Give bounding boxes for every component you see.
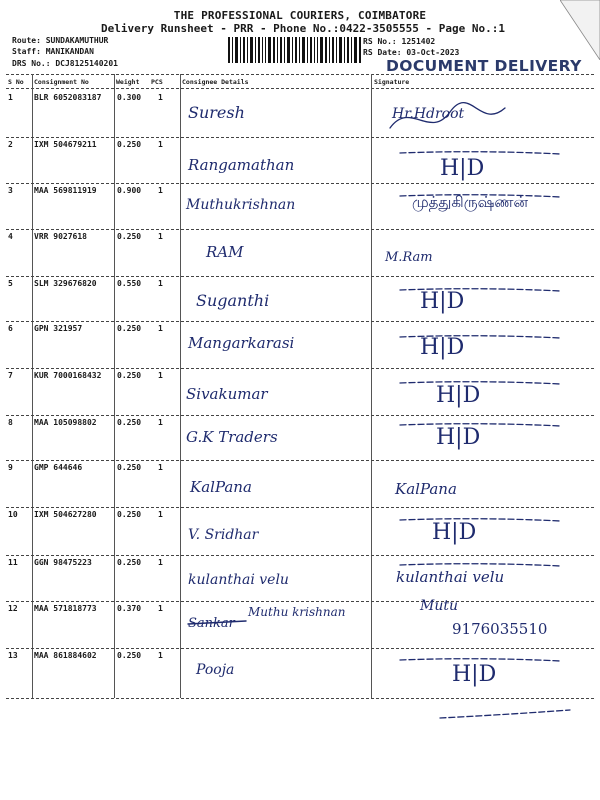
row-pcs: 1 — [158, 371, 163, 380]
row-sno: 8 — [8, 418, 13, 427]
row-separator — [6, 698, 594, 699]
row-consignment-no: GMP 644646 — [34, 463, 83, 472]
signature: Mutu — [420, 598, 458, 614]
consignee-name: kulanthai velu — [188, 572, 289, 588]
row-weight: 0.250 — [117, 418, 142, 427]
row-consignment-no: MAA 571818773 — [34, 604, 97, 613]
row-weight: 0.250 — [117, 140, 142, 149]
row-consignment-no: GGN 98475223 — [34, 558, 92, 567]
row-weight: 0.250 — [117, 558, 142, 567]
signature-underline — [400, 519, 560, 521]
row-sno: 5 — [8, 279, 13, 288]
row-pcs: 1 — [158, 463, 163, 472]
table-top-rule — [6, 74, 594, 75]
row-weight: 0.550 — [117, 279, 142, 288]
row-consignment-no: SLM 329676820 — [34, 279, 97, 288]
signature: முத்துகிருஷ்ணன் — [412, 193, 529, 211]
row-weight: 0.900 — [117, 186, 142, 195]
table-header-rule — [6, 88, 594, 89]
consignee-name: G.K Traders — [186, 428, 278, 446]
row-sno: 13 — [8, 651, 18, 660]
consignee-name: Muthukrishnan — [186, 197, 296, 213]
row-weight: 0.250 — [117, 463, 142, 472]
document-delivery-stamp: DOCUMENT DELIVERY — [386, 57, 582, 75]
col-header-pcs: PCS — [151, 78, 163, 86]
signature-underline — [400, 564, 560, 566]
row-consignment-no: GPN 321957 — [34, 324, 83, 333]
row-sno: 12 — [8, 604, 18, 613]
signature-underline — [440, 710, 570, 718]
col-header-signature: Signature — [374, 78, 410, 86]
signature-phone: 9176035510 — [452, 620, 548, 638]
row-consignment-no: MAA 569811919 — [34, 186, 97, 195]
signature: H|D — [436, 425, 481, 450]
row-sno: 3 — [8, 186, 13, 195]
row-consignment-no: IXM 504679211 — [34, 140, 97, 149]
rs-date: RS Date: 03-Oct-2023 — [363, 48, 460, 57]
row-weight: 0.250 — [117, 232, 142, 241]
signature: kulanthai velu — [396, 568, 505, 586]
row-consignment-no: MAA 105098802 — [34, 418, 97, 427]
company-title: THE PROFESSIONAL COURIERS, COIMBATORE — [173, 9, 427, 22]
row-separator — [6, 368, 594, 369]
route-label: Route: SUNDAKAMUTHUR — [12, 36, 109, 45]
signature: H|D — [440, 156, 485, 181]
consignee-name: Pooja — [196, 662, 235, 678]
row-sno: 2 — [8, 140, 13, 149]
consignee-name: KalPana — [190, 478, 252, 496]
row-sno: 7 — [8, 371, 13, 380]
row-separator — [6, 321, 594, 322]
row-sno: 1 — [8, 93, 13, 102]
signature: H|D — [452, 662, 497, 687]
row-separator — [6, 507, 594, 508]
row-sno: 9 — [8, 463, 13, 472]
page-corner-fold — [560, 0, 600, 60]
consignee-name: Rangamathan — [188, 156, 295, 174]
row-pcs: 1 — [158, 324, 163, 333]
signature: H|D — [432, 520, 477, 545]
consignee-name: Suresh — [188, 103, 245, 122]
row-weight: 0.370 — [117, 604, 142, 613]
row-weight: 0.300 — [117, 93, 142, 102]
signature: Hr.Hdroot — [392, 106, 465, 122]
row-pcs: 1 — [158, 510, 163, 519]
signature: KalPana — [395, 480, 457, 498]
row-consignment-no: VRR 9027618 — [34, 232, 87, 241]
barcode-image — [228, 37, 363, 63]
signature: H|D — [420, 289, 465, 314]
row-pcs: 1 — [158, 651, 163, 660]
row-separator — [6, 276, 594, 277]
row-consignment-no: IXM 504627280 — [34, 510, 97, 519]
row-sno: 11 — [8, 558, 18, 567]
row-separator — [6, 229, 594, 230]
col-divider — [180, 74, 181, 698]
consignee-name: RAM — [206, 243, 244, 261]
col-header-consignment: Consignment No — [34, 78, 89, 86]
row-separator — [6, 415, 594, 416]
signature: H|D — [436, 383, 481, 408]
row-pcs: 1 — [158, 140, 163, 149]
drs-number: DRS No.: DCJ8125140201 — [12, 59, 118, 68]
row-separator — [6, 648, 594, 649]
col-divider — [114, 74, 115, 698]
row-consignment-no: MAA 861884602 — [34, 651, 97, 660]
row-weight: 0.250 — [117, 510, 142, 519]
row-sno: 10 — [8, 510, 18, 519]
col-divider — [371, 74, 372, 698]
row-sno: 6 — [8, 324, 13, 333]
consignee-name-extra: Muthu krishnan — [248, 605, 346, 619]
row-pcs: 1 — [158, 604, 163, 613]
consignee-name: Mangarkarasi — [188, 334, 295, 352]
col-divider — [32, 74, 33, 698]
staff-label: Staff: MANIKANDAN — [12, 47, 94, 56]
row-separator — [6, 555, 594, 556]
row-consignment-no: BLR 6052083187 — [34, 93, 102, 102]
row-weight: 0.250 — [117, 324, 142, 333]
row-pcs: 1 — [158, 418, 163, 427]
consignee-name: V. Sridhar — [188, 527, 259, 543]
row-pcs: 1 — [158, 558, 163, 567]
row-separator — [6, 601, 594, 602]
signature: H|D — [420, 335, 465, 360]
consignee-name: Sankar — [188, 616, 235, 631]
row-pcs: 1 — [158, 232, 163, 241]
row-separator — [6, 460, 594, 461]
col-header-weight: Weight — [116, 78, 140, 86]
col-header-consignee: Consignee Details — [182, 78, 249, 86]
row-pcs: 1 — [158, 93, 163, 102]
row-sno: 4 — [8, 232, 13, 241]
signature-underline — [400, 152, 560, 154]
runsheet-subtitle: Delivery Runsheet - PRR - Phone No.:0422-3505555 - Page No.:1 — [101, 22, 505, 35]
rs-number: RS No.: 1251402 — [363, 37, 436, 46]
row-weight: 0.250 — [117, 651, 142, 660]
signature: M.Ram — [385, 250, 433, 265]
row-consignment-no: KUR 7000168432 — [34, 371, 102, 380]
row-weight: 0.250 — [117, 371, 142, 380]
signature-underline — [400, 659, 560, 661]
row-separator — [6, 137, 594, 138]
row-pcs: 1 — [158, 279, 163, 288]
col-header-sno: S No — [8, 78, 24, 86]
consignee-name: Sivakumar — [186, 385, 268, 403]
consignee-name: Suganthi — [196, 291, 270, 310]
row-pcs: 1 — [158, 186, 163, 195]
row-separator — [6, 183, 594, 184]
